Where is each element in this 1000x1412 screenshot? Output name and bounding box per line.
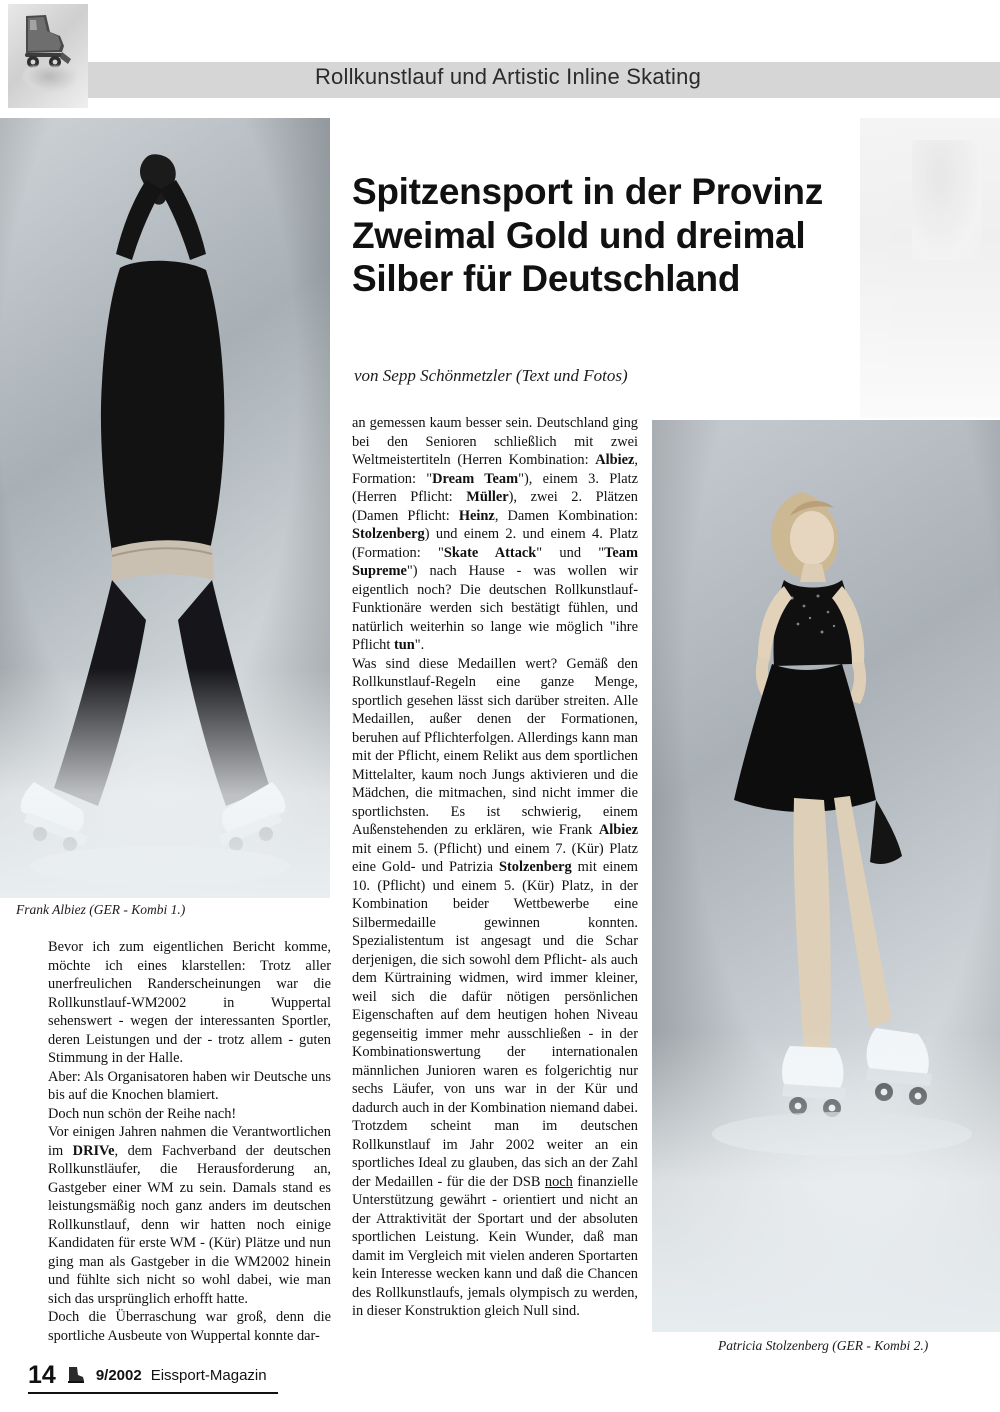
page-header xyxy=(0,0,1000,112)
article-text-right: an gemessen kaum besser sein. Deutschland ging bei den Senioren schließlich mit zwei Weltmeistertiteln (Herren Kombination: Albiez, Formation: "Dream Team"), einem 3. Platz (Herren Pflicht: Müller), zwei 2. Plätzen (Damen Pflicht: Heinz, Damen Kombination: Stolzenberg) und einem 2. und einem 4. Platz (Formation: "Skate Attack" und "Team Supreme") nach Hause - was wollen wir eigentlich noch? Die deutschen Rollkunstlauf-Funktionäre werden sich bestätigt fühlen, und natürlich weiterhin so lange wie möglich "ihre Pflicht tun". Was sind diese Medaillen wert? Gemäß den Rollkunstlauf-Regeln eine ganze Menge, sportlich gesehen lässt sich darüber streiten. Alle Medaillen, außer denen der Formationen, beruhen auf Pflichterfolgen. Allerdings kann man mit der Pflicht, einem Relikt aus dem sportlichen Mittelalter, kaum noch Jungs aktivieren und die Mädchen, die mitmachen, sind nicht immer die sportlichsten. Es ist schwierig, einem Außenstehenden zu erklären, wie Frank Albiez mit einem 5. (Pflicht) und einem 7. (Kür) Platz eine Gold- und Patrizia Stolzenberg mit einem 10. (Pflicht) und einem 5. (Kür) Platz, in der Kombination beider Wettbewerbe eine Silbermedaille gewinnen konnten. Spezialistentum ist angesagt und die Schar derjenigen, die sich sowohl dem Pflicht- als auch dem Kürtraining widmen, wird immer kleiner, weil sich die dafür nötigen persönlichen Eigenschaften auf dem heutigen hohen Niveau gegenseitig immer mehr ausschließen - in der Kombinationswertung der internationalen männlichen Junioren waren es folgerichtig nur sechs Läufer, von uns war in der Kür und dadurch auch in der Kombination niemand dabei. Trotzdem scheint man im deutschen Rollkunstlauf im Jahr 2002 weiter an ein sportliches Ideal zu glauben, das sich an der Zahl der Medaillen - für die der DSB noch finanzielle Unterstützung gewährt - orientiert und nicht an der Attraktivität der Sportart und der absoluten sportlichen Leistung. Kein Wunder, daß man damit im Vergleich mit vielen anderen Sportarten kein Interesse wecken kann und daß die Chancen des Rollkunstlaufs, jemals olympisch zu werden, in dieser Konstruktion gleich Null sind. xyxy=(352,415,639,1319)
page-number: 14 xyxy=(28,1360,56,1389)
roller-skate-logo xyxy=(8,4,88,108)
header-title: Rollkunstlauf und Artistic Inline Skating xyxy=(314,64,702,89)
article-column-left xyxy=(48,938,331,1345)
roller-skate-icon xyxy=(16,12,78,70)
headline-line-1: Spitzensport in der Provinz xyxy=(352,171,823,212)
photo-frank-albiez xyxy=(0,118,330,898)
headline-line-2: Zweimal Gold und dreimal xyxy=(352,214,806,256)
ice-surface xyxy=(0,668,330,898)
page-title xyxy=(352,170,952,301)
ice-surface-right xyxy=(652,1032,1000,1332)
byline: von Sepp Schönmetzler (Text und Fotos) xyxy=(354,366,628,385)
photo-right-caption: Patricia Stolzenberg (GER - Kombi 2.) xyxy=(718,1338,929,1353)
article-column-right xyxy=(352,414,638,1321)
footer-rule xyxy=(28,1392,278,1394)
photo-patricia-stolzenberg xyxy=(652,420,1000,1332)
issue-number: 9/2002 xyxy=(95,1366,142,1384)
skate-mark-icon xyxy=(65,1364,87,1386)
article-text-left: Bevor ich zum eigentlichen Bericht komme, möchte ich eines klarstellen: Trotz aller unerfreulichen Randerscheinungen war die Rollkunstlauf-WM2002 in Wuppertal sehenswert - wegen der interessanten Sportler, deren Leistungen und der - trotz allem - guten Stimmung in der Halle. Aber: Als Organisatoren haben wir Deutsche uns bis auf die Knochen blamiert. Doch nun schön der Reihe nach! Vor einigen Jahren nahmen die Verantwortlichen im DRIVe, dem Fachverband der deutschen Rollkunstläufer, die Herausforderung an, Gastgeber einer WM zu sein. Damals stand es leistungsmäßig noch ganz anders im deutschen Rollkunstlauf, denn wir hatten noch einige Kandidaten für erste WM - (Kür) Plätze und nun ging man als Gastgeber in die WM2002 hinein und fühlte sich nicht so wohl dabei, wie man sich das ursprünglich erhofft hatte. Doch die Überraschung war groß, denn die sportliche Ausbeute von Wuppertal konnte dar- xyxy=(48,939,331,1344)
photo-left-caption: Frank Albiez (GER - Kombi 1.) xyxy=(16,902,186,917)
logo-shadow xyxy=(22,66,76,92)
headline-line-3: Silber für Deutschland xyxy=(352,258,741,300)
page-footer xyxy=(28,1360,267,1390)
magazine-name: Eissport-Magazin xyxy=(150,1366,267,1384)
